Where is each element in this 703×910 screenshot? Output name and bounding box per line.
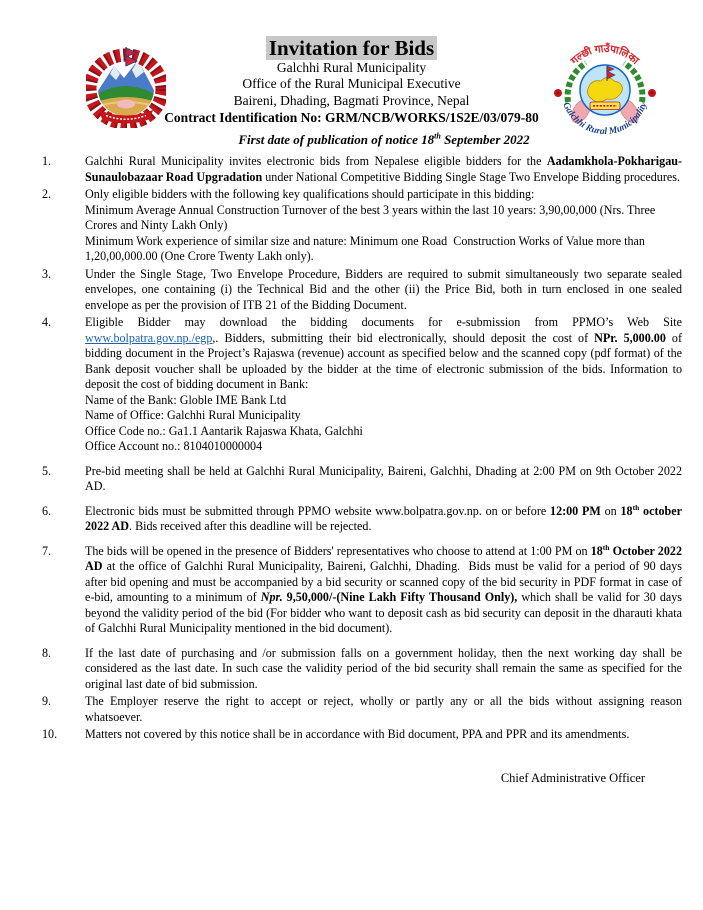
item-number: 4. [42,315,52,329]
text-segment: 18 [620,503,633,518]
page-title: Invitation for Bids [266,36,437,60]
notice-item [42,315,682,455]
bolpatra-link[interactable]: www.bolpatra.gov.np./egp [85,330,213,345]
item-paragraph [85,646,682,693]
item-paragraph [85,504,682,535]
text-segment: Galchhi Rural Municipality invites electronic bids from Nepalese eligible bidders for the [85,154,547,168]
item-number: 8. [42,645,52,660]
item-paragraph [85,187,682,203]
text-segment: Aadamkhola-Pokharigau-Sunaulobazaar Road Upgradation [85,154,682,184]
text-segment: Only eligible bidders with the following key qualifications should participate in this bidding: [85,187,535,201]
text-segment: Pre-bid meeting shall be held at Galchhi Rural Municipality, Baireni, Galchhi, Dhading at 2:00 PM on 9th October 2022 AD. [85,463,682,493]
text-segment: Minimum Average Annual Construction Turnover of the best 3 years within the last 10 years: 3,90,00,000 (Nrs. Three Crores and Ninty Lakh Only) [85,202,656,232]
text-segment: Npr. [260,590,283,604]
item-body [85,646,682,693]
office-name: Office of the Rural Municipal Executive [242,76,461,92]
text-segment: The Employer reserve the right to accept or reject, wholly or partly any or all the bids without assigning reason whatsoever. [85,694,682,724]
text-segment: If the last date of purchasing and /or submission falls on a government holiday, then the next working day shall be considered as the last date. In such case the validity period of the bid security shall remain the same as specified for the original last date of bid submission. [85,645,682,691]
notice-item [42,646,682,693]
document-header [0,0,703,138]
notice-item [42,267,682,314]
notice-item [42,464,682,495]
text-segment: September 2022 [440,132,530,147]
text-segment: Eligible Bidder may download the bidding documents for e-submission from PPMO’s Web Site [85,315,682,329]
text-segment: th [434,131,441,141]
notice-item [42,727,682,743]
text-segment: 12:00 PM [550,503,601,518]
item-paragraph [85,694,682,725]
text-segment: Office Code no.: Ga1.1 Aantarik Rajaswa Khata, Galchhi [85,423,363,438]
item-body [85,727,682,743]
item-paragraph [85,424,682,440]
nepal-government-emblem [86,44,166,128]
text-segment: First date of publication of notice 18 [238,132,435,147]
text-segment: on [600,503,621,518]
text-segment: October 2022 AD [85,543,682,573]
item-number: 5. [42,463,52,478]
text-segment: which shall be valid for 30 days beyond the validity period of the bid (For bidder who want to deposit cash as bid security can deposit in the dharauti khata of Galchhi Rural Municipality mentioned in the bid document). [85,590,682,635]
item-body [85,504,682,535]
item-paragraph [85,393,682,409]
signature-title: Chief Administrative Officer [500,770,645,785]
item-paragraph [85,234,682,265]
text-segment: 9,50,000/-(Nine Lakh Fifty Thousand Only), [282,590,518,604]
text-segment: at the office of Galchhi Rural Municipality, Baireni, Galchhi, Dhading. Bids must be valid for a period of 90 days after bid opening and must be accompanied by a bid security or scanned copy of the bid security in PDF format in case of e-bid, amounting to a minimum of [85,559,682,604]
item-number: 1. [42,154,52,168]
item-paragraph [85,464,682,495]
item-paragraph [85,315,682,393]
notice-item [42,187,682,265]
seal-ribbon [590,102,620,110]
notice-item [42,154,682,185]
text-segment: The bids will be opened in the presence of Bidders' representatives who choose to attend at 1:00 PM on [85,543,591,558]
item-body [85,154,682,185]
text-segment: NPr. 5,000.00 [594,330,666,345]
item-paragraph [85,203,682,234]
seal-bottom-text: Galchhi Rural Municipality [560,101,650,138]
item-paragraph [85,544,682,637]
text-segment: th [602,542,610,552]
item-paragraph [85,439,682,455]
text-segment: october 2022 AD [85,503,682,533]
text-segment: Under the Single Stage, Two Envelope Procedure, Bidders are required to submit simultaneously two separate sealed envelopes, one containing (i) the Technical Bid and the other (ii) the Price Bid, both in turn enclosed in one sealed envelope as per the provision of ITB 21 of the Bidding Document. [85,266,682,312]
notice-item [42,694,682,725]
text-segment: under National Competitive Bidding Single Stage Two Envelope Bidding procedures. [262,169,680,184]
text-segment: Minimum Work experience of similar size and nature: Minimum one Road Construction Works of Value more than 1,20,00,000.00 (One Crore Twenty Lakh only). [85,233,645,263]
notice-items [42,154,682,743]
contract-id: Contract Identification No: GRM/NCB/WORKS/1S2E/03/079-80 [164,109,539,125]
item-number: 6. [42,503,52,518]
address-line: Baireni, Dhading, Bagmati Province, Nepal [233,92,470,108]
text-segment: Name of the Bank: Globle IME Bank Ltd [85,392,287,407]
item-body [85,267,682,314]
item-body [85,544,682,637]
notice-item [42,504,682,535]
item-paragraph [85,408,682,424]
item-body [85,187,682,265]
item-body [85,315,682,455]
item-paragraph [85,267,682,314]
notice-item [42,544,682,637]
text-segment: Electronic bids must be submitted through PPMO website www.bolpatra.gov.np. on or before [85,503,551,518]
item-number: 2. [42,187,52,201]
item-paragraph [85,154,682,185]
text-segment: . Bids received after this deadline will be rejected. [129,519,372,533]
item-body [85,464,682,495]
text-segment: of bidding document in the Project’s Rajaswa (revenue) account as specified below and the scanned copy (pdf format) of the Bank deposit voucher shall be uploaded by the bidder at the time of electronic submission of the bids. Information to deposit the cost of bidding document in Bank: [85,330,682,391]
galchhi-municipality-seal [551,40,659,138]
text-segment: Matters not covered by this notice shall be in accordance with Bid document, PPA and PPR and its amendments. [85,727,630,741]
item-number: 10. [42,727,58,741]
text-segment: Name of Office: Galchhi Rural Municipality [85,408,301,422]
item-number: 3. [42,266,52,281]
item-number: 9. [42,694,52,708]
text-segment: ,. Bidders, submitting their bid electronically, should deposit the cost of [212,330,595,345]
item-number: 7. [42,543,52,558]
text-segment: 18 [590,543,603,558]
seal-top-text: गल्छी गाउँपालिका [569,43,641,68]
item-body [85,694,682,725]
text-segment: Office Account no.: 8104010000004 [85,439,263,453]
text-segment: th [632,502,640,512]
item-paragraph [85,727,682,743]
municipality-name: Galchhi Rural Municipality [276,60,427,75]
